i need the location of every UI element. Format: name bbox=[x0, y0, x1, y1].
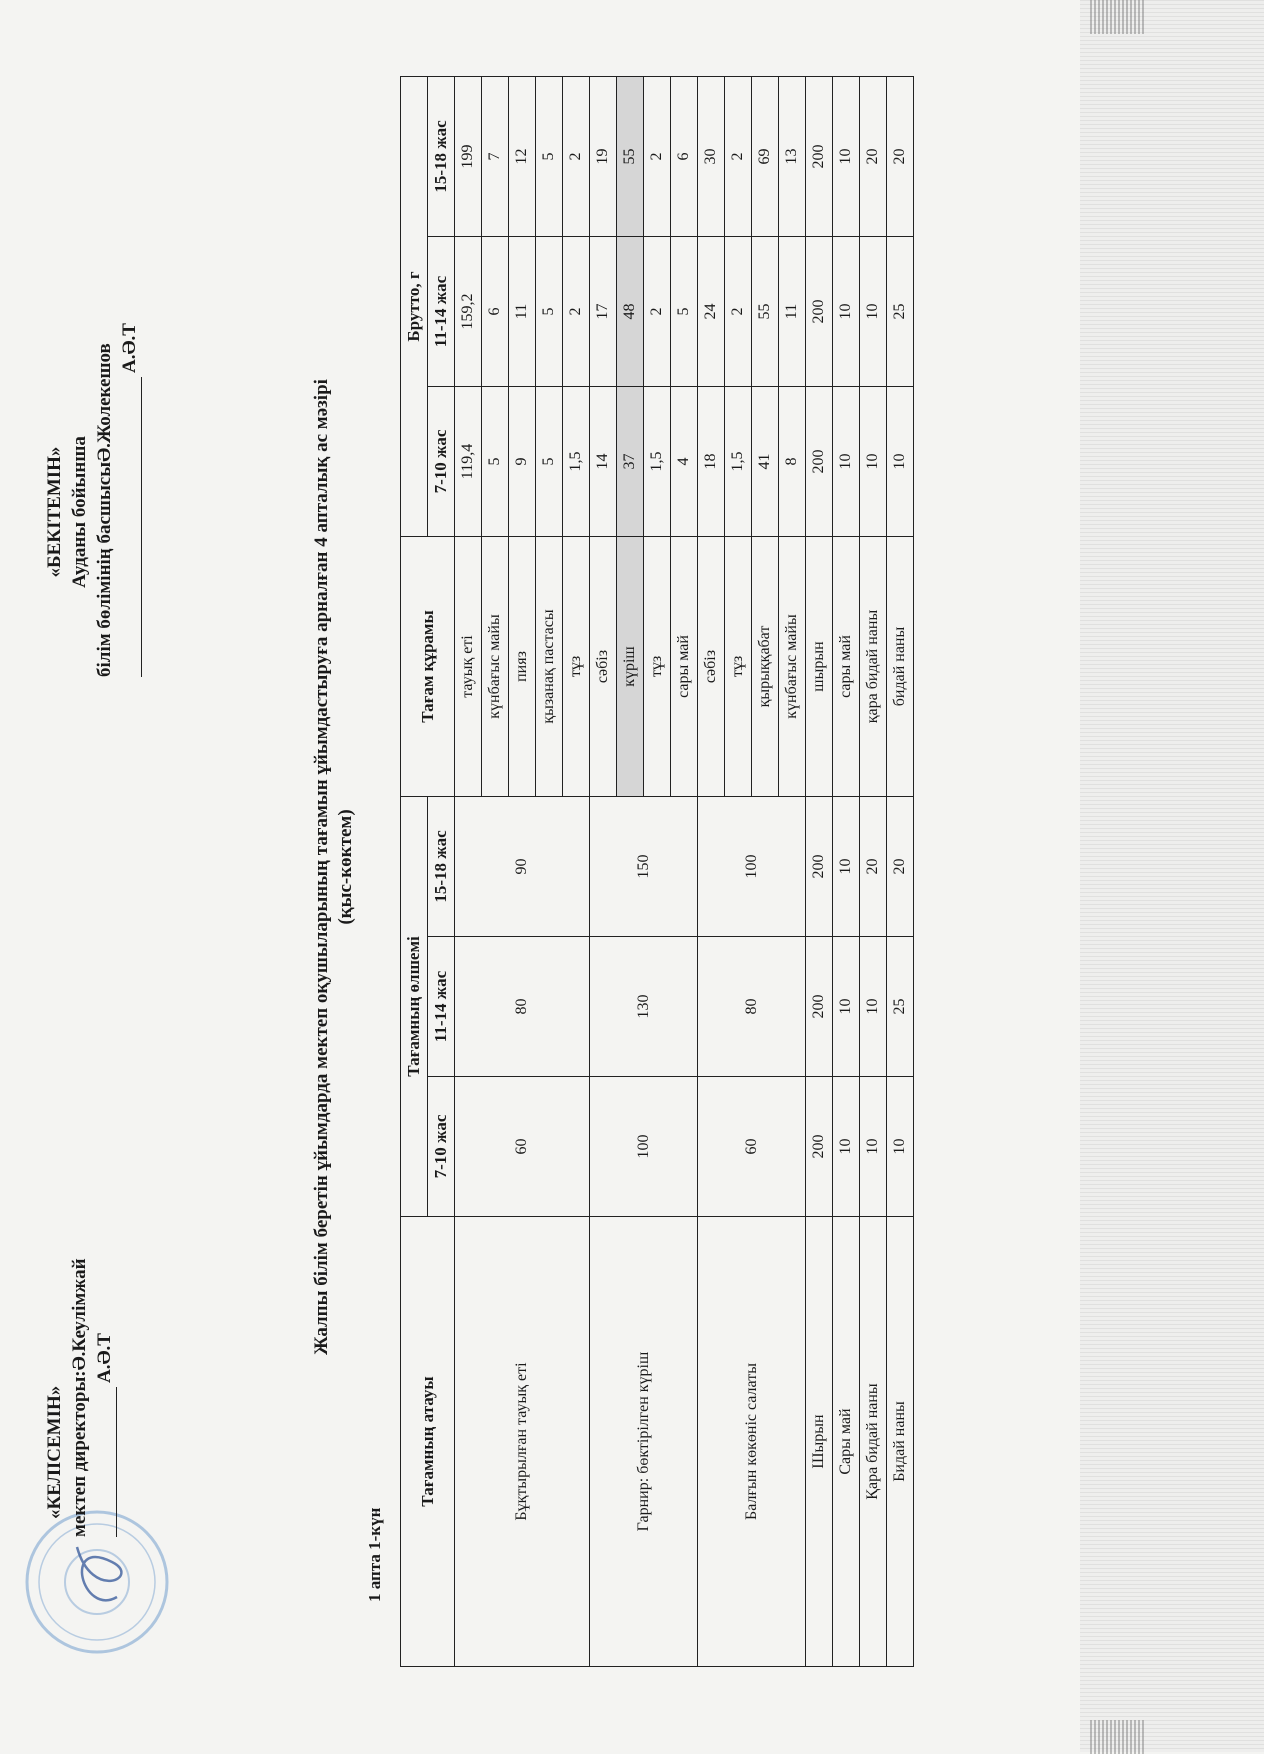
dish-name-cell: Гарнир: бөктірілген күріш bbox=[590, 1217, 698, 1667]
brutto-cell: 1,5 bbox=[725, 387, 752, 537]
ingredient-cell: қара бидай наны bbox=[860, 537, 887, 797]
brutto-cell: 7 bbox=[482, 77, 509, 237]
portion-cell: 150 bbox=[590, 797, 698, 937]
portion-cell: 90 bbox=[455, 797, 590, 937]
brutto-cell: 25 bbox=[887, 237, 914, 387]
brutto-cell: 12 bbox=[509, 77, 536, 237]
scan-artifact bbox=[1090, 0, 1146, 34]
brutto-cell: 18 bbox=[698, 387, 725, 537]
portion-cell: 80 bbox=[698, 937, 806, 1077]
brutto-cell: 2 bbox=[563, 77, 590, 237]
approval-right-head: білім бөлімінің басшысыӘ.Жолекешов bbox=[94, 343, 115, 677]
ingredient-cell: сәбіз bbox=[698, 537, 725, 797]
ingredient-cell: тұз bbox=[725, 537, 752, 797]
portion-cell: 10 bbox=[860, 1077, 887, 1217]
brutto-cell: 41 bbox=[752, 387, 779, 537]
header-composition: Тағам құрамы bbox=[401, 537, 455, 797]
ingredient-cell: қырыққабат bbox=[752, 537, 779, 797]
brutto-cell: 6 bbox=[671, 77, 698, 237]
header-age-11-14: 11-14 жас bbox=[428, 937, 455, 1077]
title-main: Жалпы білім беретін ұйымдарда мектеп оқушыларының тағамын ұйымдастыруға арналған 4 апталық ас мәзірі bbox=[311, 379, 332, 1355]
brutto-cell: 10 bbox=[833, 237, 860, 387]
brutto-cell: 2 bbox=[644, 77, 671, 237]
ingredient-cell: шырын bbox=[806, 537, 833, 797]
portion-cell: 10 bbox=[887, 1077, 914, 1217]
table-row bbox=[887, 77, 914, 1667]
portion-cell: 25 bbox=[887, 937, 914, 1077]
brutto-cell: 30 bbox=[698, 77, 725, 237]
brutto-cell: 20 bbox=[860, 77, 887, 237]
dish-name-cell: Бұқтырылған тауық еті bbox=[455, 1217, 590, 1667]
brutto-cell: 5 bbox=[482, 387, 509, 537]
header-age-11-14: 11-14 жас bbox=[428, 237, 455, 387]
table-row bbox=[833, 77, 860, 1667]
brutto-cell: 2 bbox=[725, 237, 752, 387]
brutto-cell: 11 bbox=[779, 237, 806, 387]
brutto-cell: 14 bbox=[590, 387, 617, 537]
scan-edge-strip bbox=[1080, 0, 1264, 1752]
header-age-15-18: 15-18 жас bbox=[428, 77, 455, 237]
portion-cell: 80 bbox=[455, 937, 590, 1077]
menu-table-body bbox=[455, 77, 914, 1667]
table-row bbox=[590, 77, 617, 1667]
ingredient-cell: сәбіз bbox=[590, 537, 617, 797]
signature-caption: А.Ә.Т bbox=[119, 323, 140, 373]
brutto-cell: 10 bbox=[860, 237, 887, 387]
approval-right bbox=[42, 117, 142, 677]
brutto-cell: 159,2 bbox=[455, 237, 482, 387]
header-age-7-10: 7-10 жас bbox=[428, 387, 455, 537]
brutto-cell: 6 bbox=[482, 237, 509, 387]
brutto-cell: 1,5 bbox=[563, 387, 590, 537]
header-age-15-18: 15-18 жас bbox=[428, 797, 455, 937]
header-portion: Тағамның өлшемі bbox=[401, 797, 428, 1217]
title-season: (қыс-көктем) bbox=[335, 809, 356, 925]
brutto-cell: 10 bbox=[833, 387, 860, 537]
portion-cell: 10 bbox=[833, 937, 860, 1077]
approval-right-title: «БЕКІТЕМІН» bbox=[44, 446, 65, 578]
portion-cell: 200 bbox=[806, 937, 833, 1077]
table-row bbox=[698, 77, 725, 1667]
ingredient-cell: тауық еті bbox=[455, 537, 482, 797]
portion-cell: 10 bbox=[833, 797, 860, 937]
brutto-cell: 5 bbox=[536, 237, 563, 387]
brutto-cell: 8 bbox=[779, 387, 806, 537]
brutto-cell: 13 bbox=[779, 77, 806, 237]
ingredient-cell: күнбағыс майы bbox=[482, 537, 509, 797]
brutto-cell: 9 bbox=[509, 387, 536, 537]
ingredient-cell: тұз bbox=[644, 537, 671, 797]
approval-right-district: Ауданы бойынша bbox=[69, 436, 90, 588]
week-day-label: 1 апта 1-күн bbox=[365, 1507, 384, 1602]
brutto-cell: 200 bbox=[806, 387, 833, 537]
portion-cell: 200 bbox=[806, 1077, 833, 1217]
portion-cell: 200 bbox=[806, 797, 833, 937]
ingredient-cell: күнбағыс майы bbox=[779, 537, 806, 797]
portion-cell: 100 bbox=[698, 797, 806, 937]
brutto-cell: 17 bbox=[590, 237, 617, 387]
approval-right-signature bbox=[117, 117, 142, 677]
header-brutto: Брутто, г bbox=[401, 77, 428, 537]
brutto-cell: 5 bbox=[671, 237, 698, 387]
table-row bbox=[806, 77, 833, 1667]
brutto-cell: 5 bbox=[536, 387, 563, 537]
brutto-cell: 2 bbox=[563, 237, 590, 387]
table-row bbox=[455, 77, 482, 1667]
dish-name-cell: Балғын көкөніс салаты bbox=[698, 1217, 806, 1667]
brutto-cell: 1,5 bbox=[644, 387, 671, 537]
brutto-cell: 2 bbox=[644, 237, 671, 387]
portion-cell: 60 bbox=[455, 1077, 590, 1217]
ingredient-cell: бидай наны bbox=[887, 537, 914, 797]
dish-name-cell: Шырын bbox=[806, 1217, 833, 1667]
portion-cell: 130 bbox=[590, 937, 698, 1077]
brutto-cell: 5 bbox=[536, 77, 563, 237]
ingredient-cell: сары май bbox=[833, 537, 860, 797]
brutto-cell: 48 bbox=[617, 237, 644, 387]
ingredient-cell: пияз bbox=[509, 537, 536, 797]
portion-cell: 10 bbox=[860, 937, 887, 1077]
brutto-cell: 2 bbox=[725, 77, 752, 237]
ingredient-cell: тұз bbox=[563, 537, 590, 797]
brutto-cell: 4 bbox=[671, 387, 698, 537]
brutto-cell: 199 bbox=[455, 77, 482, 237]
brutto-cell: 10 bbox=[833, 77, 860, 237]
brutto-cell: 19 bbox=[590, 77, 617, 237]
table-row bbox=[860, 77, 887, 1667]
approval-left-title: «КЕЛІСЕМІН» bbox=[44, 1385, 65, 1519]
header-age-7-10: 7-10 жас bbox=[428, 1077, 455, 1217]
dish-name-cell: Сары май bbox=[833, 1217, 860, 1667]
portion-cell: 100 bbox=[590, 1077, 698, 1217]
signature-caption: А.Ә.Т bbox=[94, 1333, 115, 1383]
brutto-cell: 11 bbox=[509, 237, 536, 387]
portion-cell: 20 bbox=[887, 797, 914, 937]
portion-cell: 60 bbox=[698, 1077, 806, 1217]
brutto-cell: 200 bbox=[806, 237, 833, 387]
approval-left-signature bbox=[92, 1258, 117, 1537]
header-dish-name: Тағамның атауы bbox=[401, 1217, 455, 1667]
document-title bbox=[310, 42, 358, 1692]
brutto-cell: 37 bbox=[617, 387, 644, 537]
brutto-cell: 119,4 bbox=[455, 387, 482, 537]
approval-left bbox=[42, 1258, 117, 1537]
portion-cell: 20 bbox=[860, 797, 887, 937]
ingredient-cell: қызанақ пастасы bbox=[536, 537, 563, 797]
portion-cell: 10 bbox=[833, 1077, 860, 1217]
approval-left-director: мектеп директоры:Ә.Кеулімжай bbox=[69, 1258, 90, 1537]
brutto-cell: 200 bbox=[806, 77, 833, 237]
scan-artifact bbox=[1090, 1720, 1146, 1754]
brutto-cell: 24 bbox=[698, 237, 725, 387]
dish-name-cell: Қара бидай наны bbox=[860, 1217, 887, 1667]
brutto-cell: 10 bbox=[887, 387, 914, 537]
ingredient-cell: күріш bbox=[617, 537, 644, 797]
brutto-cell: 55 bbox=[752, 237, 779, 387]
dish-name-cell: Бидай наны bbox=[887, 1217, 914, 1667]
menu-table bbox=[400, 76, 914, 1667]
brutto-cell: 10 bbox=[860, 387, 887, 537]
brutto-cell: 55 bbox=[617, 77, 644, 237]
ingredient-cell: сары май bbox=[671, 537, 698, 797]
brutto-cell: 20 bbox=[887, 77, 914, 237]
brutto-cell: 69 bbox=[752, 77, 779, 237]
